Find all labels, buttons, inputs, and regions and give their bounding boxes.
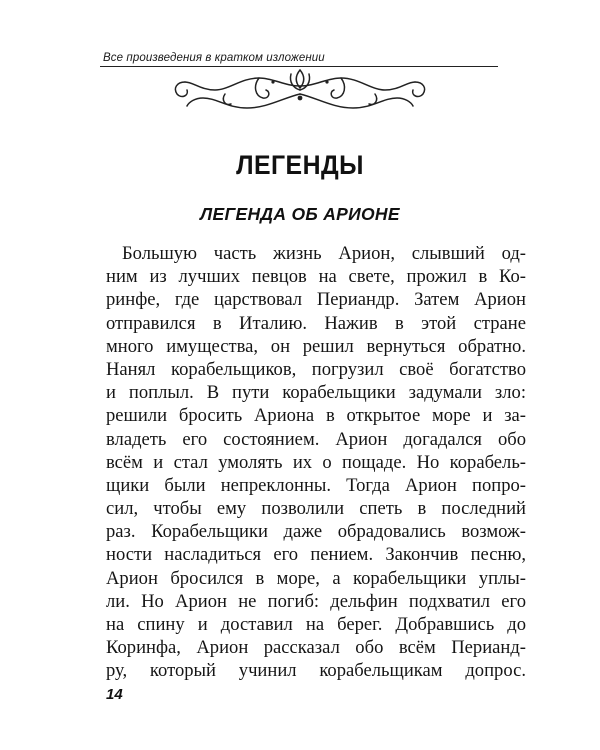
chapter-title: ЛЕГЕНДЫ (236, 150, 364, 180)
decorative-flourish-icon (155, 64, 445, 122)
text-line: Арион бросился в море, а корабельщики уплы- (106, 567, 526, 589)
body-text (106, 242, 526, 683)
text-line: раз. Корабельщики даже обрадовались возмож- (106, 521, 526, 543)
text-line: сил, чтобы ему позволили спеть в последний (106, 498, 526, 520)
text-line: Коринфа, Арион рассказал обо всём Перианд- (106, 637, 526, 659)
text-line: на спину и доставил на берег. Добравшись до (106, 614, 526, 635)
section-title: ЛЕГЕНДА ОБ АРИОНЕ (200, 204, 400, 224)
running-head: Все произведения в кратком изложении (103, 52, 325, 64)
text-line: ринфе, где царствовал Периандр. Затем Арион (106, 289, 526, 311)
text-line: всём и стал умолять их о пощаде. Но корабель- (106, 451, 526, 473)
text-line: Большую часть жизнь Арион, слывший од- (122, 243, 526, 264)
text-line: владеть его состоянием. Арион догадался обо (106, 428, 526, 450)
text-line: отправился в Италию. Нажив в этой стране (106, 312, 526, 334)
text-line: ним из лучших певцов на свете, прожил в Ко- (106, 266, 526, 288)
text-line: Нанял корабельщиков, погрузил своё богатство (106, 358, 526, 380)
text-line: ли. Но Арион не погиб: дельфин подхватил его (106, 590, 526, 612)
text-line: щики были непреклонны. Тогда Арион попро- (106, 474, 526, 496)
page-number: 14 (106, 686, 123, 703)
text-line: ру, который учинил корабельщикам допрос. (106, 660, 526, 682)
text-line: и поплыл. В пути корабельщики задумали зло: (106, 382, 526, 404)
text-line: ности насладиться его пением. Закончив песню, (106, 544, 526, 566)
text-line: много имущества, он решил вернуться обратно. (106, 335, 526, 357)
text-line: решили бросить Ариона в открытое море и за- (106, 405, 526, 427)
